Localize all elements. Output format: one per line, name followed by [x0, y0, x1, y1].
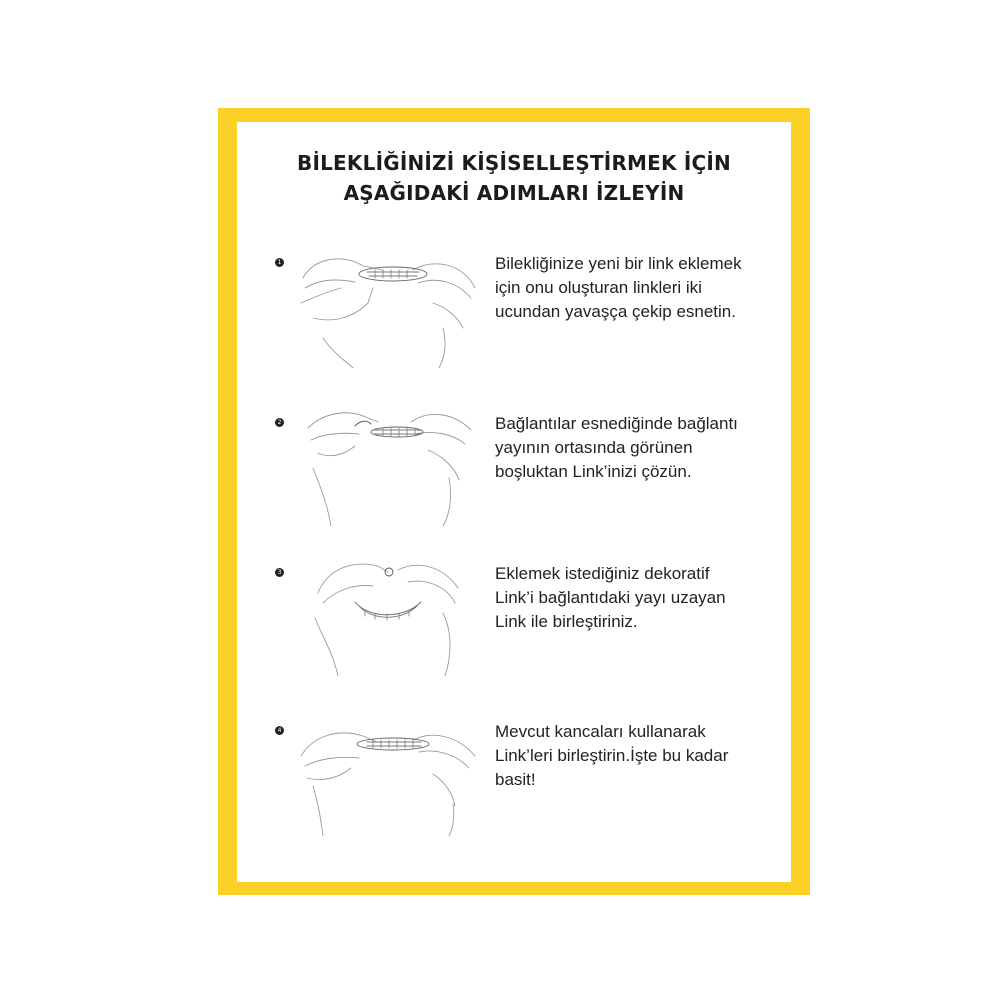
hands-inserting-link-icon	[293, 558, 483, 678]
step-text-line: Bağlantılar esnediğinde bağlantı	[495, 414, 738, 433]
step-description	[495, 562, 785, 634]
title-line-1: BİLEKLİĞİNİZİ KİŞİSELLEŞTİRMEK İÇİN	[297, 151, 731, 175]
step-text-line: Link ile birleştiriniz.	[495, 612, 638, 631]
step-text-line: basit!	[495, 770, 536, 789]
hands-closing-bracelet-icon	[293, 716, 483, 836]
instruction-card	[237, 122, 791, 882]
step-1	[237, 254, 791, 388]
step-4	[237, 722, 791, 856]
step-text-line: Link’leri birleştirin.İşte bu kadar	[495, 746, 729, 765]
step-text-line: Mevcut kancaları kullanarak	[495, 722, 706, 741]
step-2	[237, 414, 791, 548]
hands-opening-link-icon	[293, 408, 483, 528]
step-3	[237, 564, 791, 698]
step-description	[495, 720, 785, 792]
step-number: 2	[275, 418, 284, 427]
step-text-line: Bilekliğinize yeni bir link eklemek	[495, 254, 742, 273]
step-text-line: Link’i bağlantıdaki yayı uzayan	[495, 588, 726, 607]
step-text-line: yayının ortasında görünen	[495, 438, 693, 457]
step-description	[495, 252, 785, 324]
title-line-2: AŞAĞIDAKİ ADIMLARI İZLEYİN	[343, 181, 685, 205]
page-title	[237, 148, 791, 208]
step-text-line: Eklemek istediğiniz dekoratif	[495, 564, 710, 583]
step-number: 1	[275, 258, 284, 267]
step-text-line: boşluktan Link’inizi çözün.	[495, 462, 692, 481]
step-description	[495, 412, 785, 484]
step-text-line: ucundan yavaşça çekip esnetin.	[495, 302, 736, 321]
step-text-line: için onu oluşturan linkleri iki	[495, 278, 702, 297]
step-number: 3	[275, 568, 284, 577]
yellow-frame	[218, 108, 810, 895]
hands-stretching-bracelet-icon	[293, 248, 483, 368]
step-number: 4	[275, 726, 284, 735]
